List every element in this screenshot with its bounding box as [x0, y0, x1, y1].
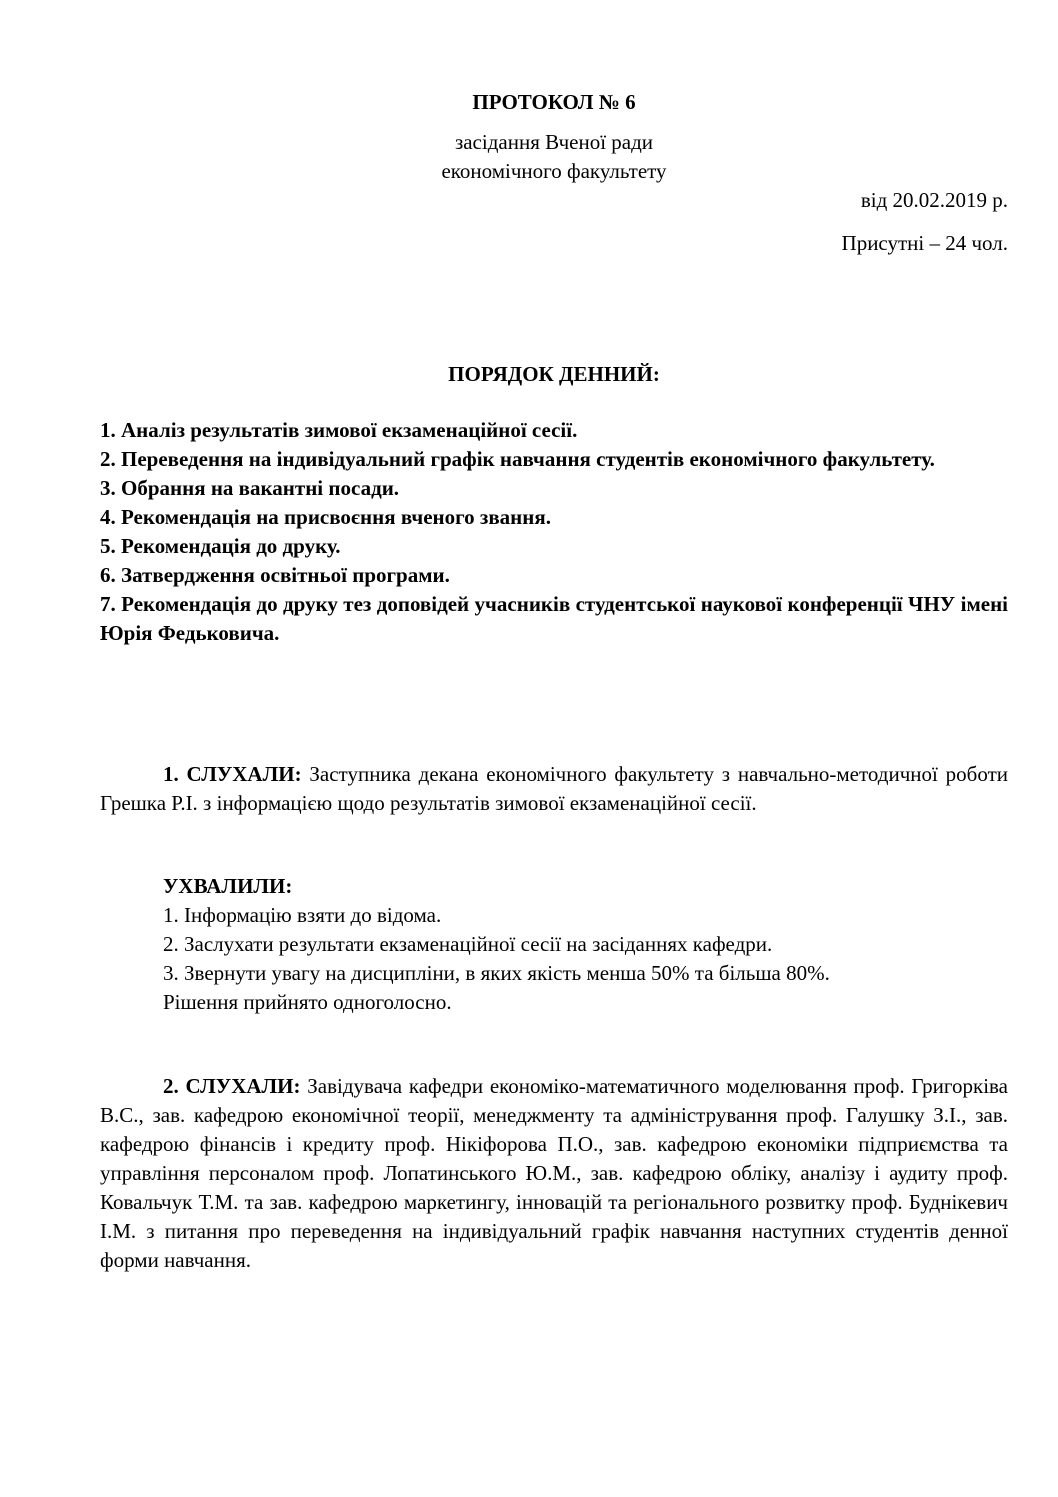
- resolved-item: 1. Інформацію взяти до відома.: [163, 903, 442, 927]
- attendance-count: Присутні – 24 чол.: [841, 231, 1008, 255]
- subtitle-line-2: економічного факультету: [441, 159, 667, 183]
- resolved-label: УХВАЛИЛИ:: [163, 874, 293, 898]
- agenda-item: 1. Аналіз результатів зимової екзаменаційної сесії.: [100, 418, 578, 442]
- section-1-heard: [100, 760, 1008, 818]
- agenda-list: [100, 416, 1008, 648]
- heard-text: Завідувача кафедри економіко-математичного моделювання проф. Григорківа В.С., зав. кафедрою економічної теорії, менеджменту та адміністрування проф. Галушку З.І., зав. кафедрою фінансів і кредиту проф. Нікіфорова П.О., зав. кафедрою економіки підприємства та управління персоналом проф. Лопатинського Ю.М., зав. кафедрою обліку, аналізу і аудиту проф. Ковальчук Т.М. та зав. кафедрою маркетингу, інновацій та регіонального розвитку проф. Буднікевич І.М. з питання про переведення на індивідуальний графік навчання наступних студентів денної форми навчання.: [100, 1074, 1008, 1272]
- agenda-item: 6. Затвердження освітньої програми.: [100, 563, 450, 587]
- section-1-resolved: [163, 872, 1008, 1017]
- protocol-date: від 20.02.2019 р.: [860, 188, 1008, 212]
- heard-text: Заступника декана економічного факультету з навчально-методичної роботи Грешка Р.І. з інформацією щодо результатів зимової екзаменаційної сесії.: [100, 762, 1008, 815]
- agenda-item: 4. Рекомендація на присвоєння вченого звання.: [100, 505, 551, 529]
- resolved-item: 2. Заслухати результати екзаменаційної сесії на засіданнях кафедри.: [163, 932, 773, 956]
- subtitle-line-1: засідання Вченої ради: [454, 130, 654, 154]
- section-2-heard: [100, 1072, 1008, 1275]
- agenda-title: ПОРЯДОК ДЕННИЙ:: [448, 362, 660, 386]
- protocol-subtitle: [100, 128, 1008, 186]
- agenda-item: 7. Рекомендація до друку тез доповідей учасників студентської наукової конференції ЧНУ імені Юрія Федьковича.: [100, 592, 1008, 645]
- heard-label: 1. СЛУХАЛИ:: [163, 762, 302, 786]
- agenda-item: 3. Обрання на вакантні посади.: [100, 476, 400, 500]
- heard-label: 2. СЛУХАЛИ:: [163, 1074, 301, 1098]
- resolved-item: 3. Звернути увагу на дисципліни, в яких якість менша 50% та більша 80%.: [163, 961, 830, 985]
- protocol-title: ПРОТОКОЛ № 6: [472, 90, 636, 114]
- agenda-item: 5. Рекомендація до друку.: [100, 534, 341, 558]
- decision-note: Рішення прийнято одноголосно.: [163, 990, 452, 1014]
- agenda-item: 2. Переведення на індивідуальний графік навчання студентів економічного факультету.: [100, 447, 935, 471]
